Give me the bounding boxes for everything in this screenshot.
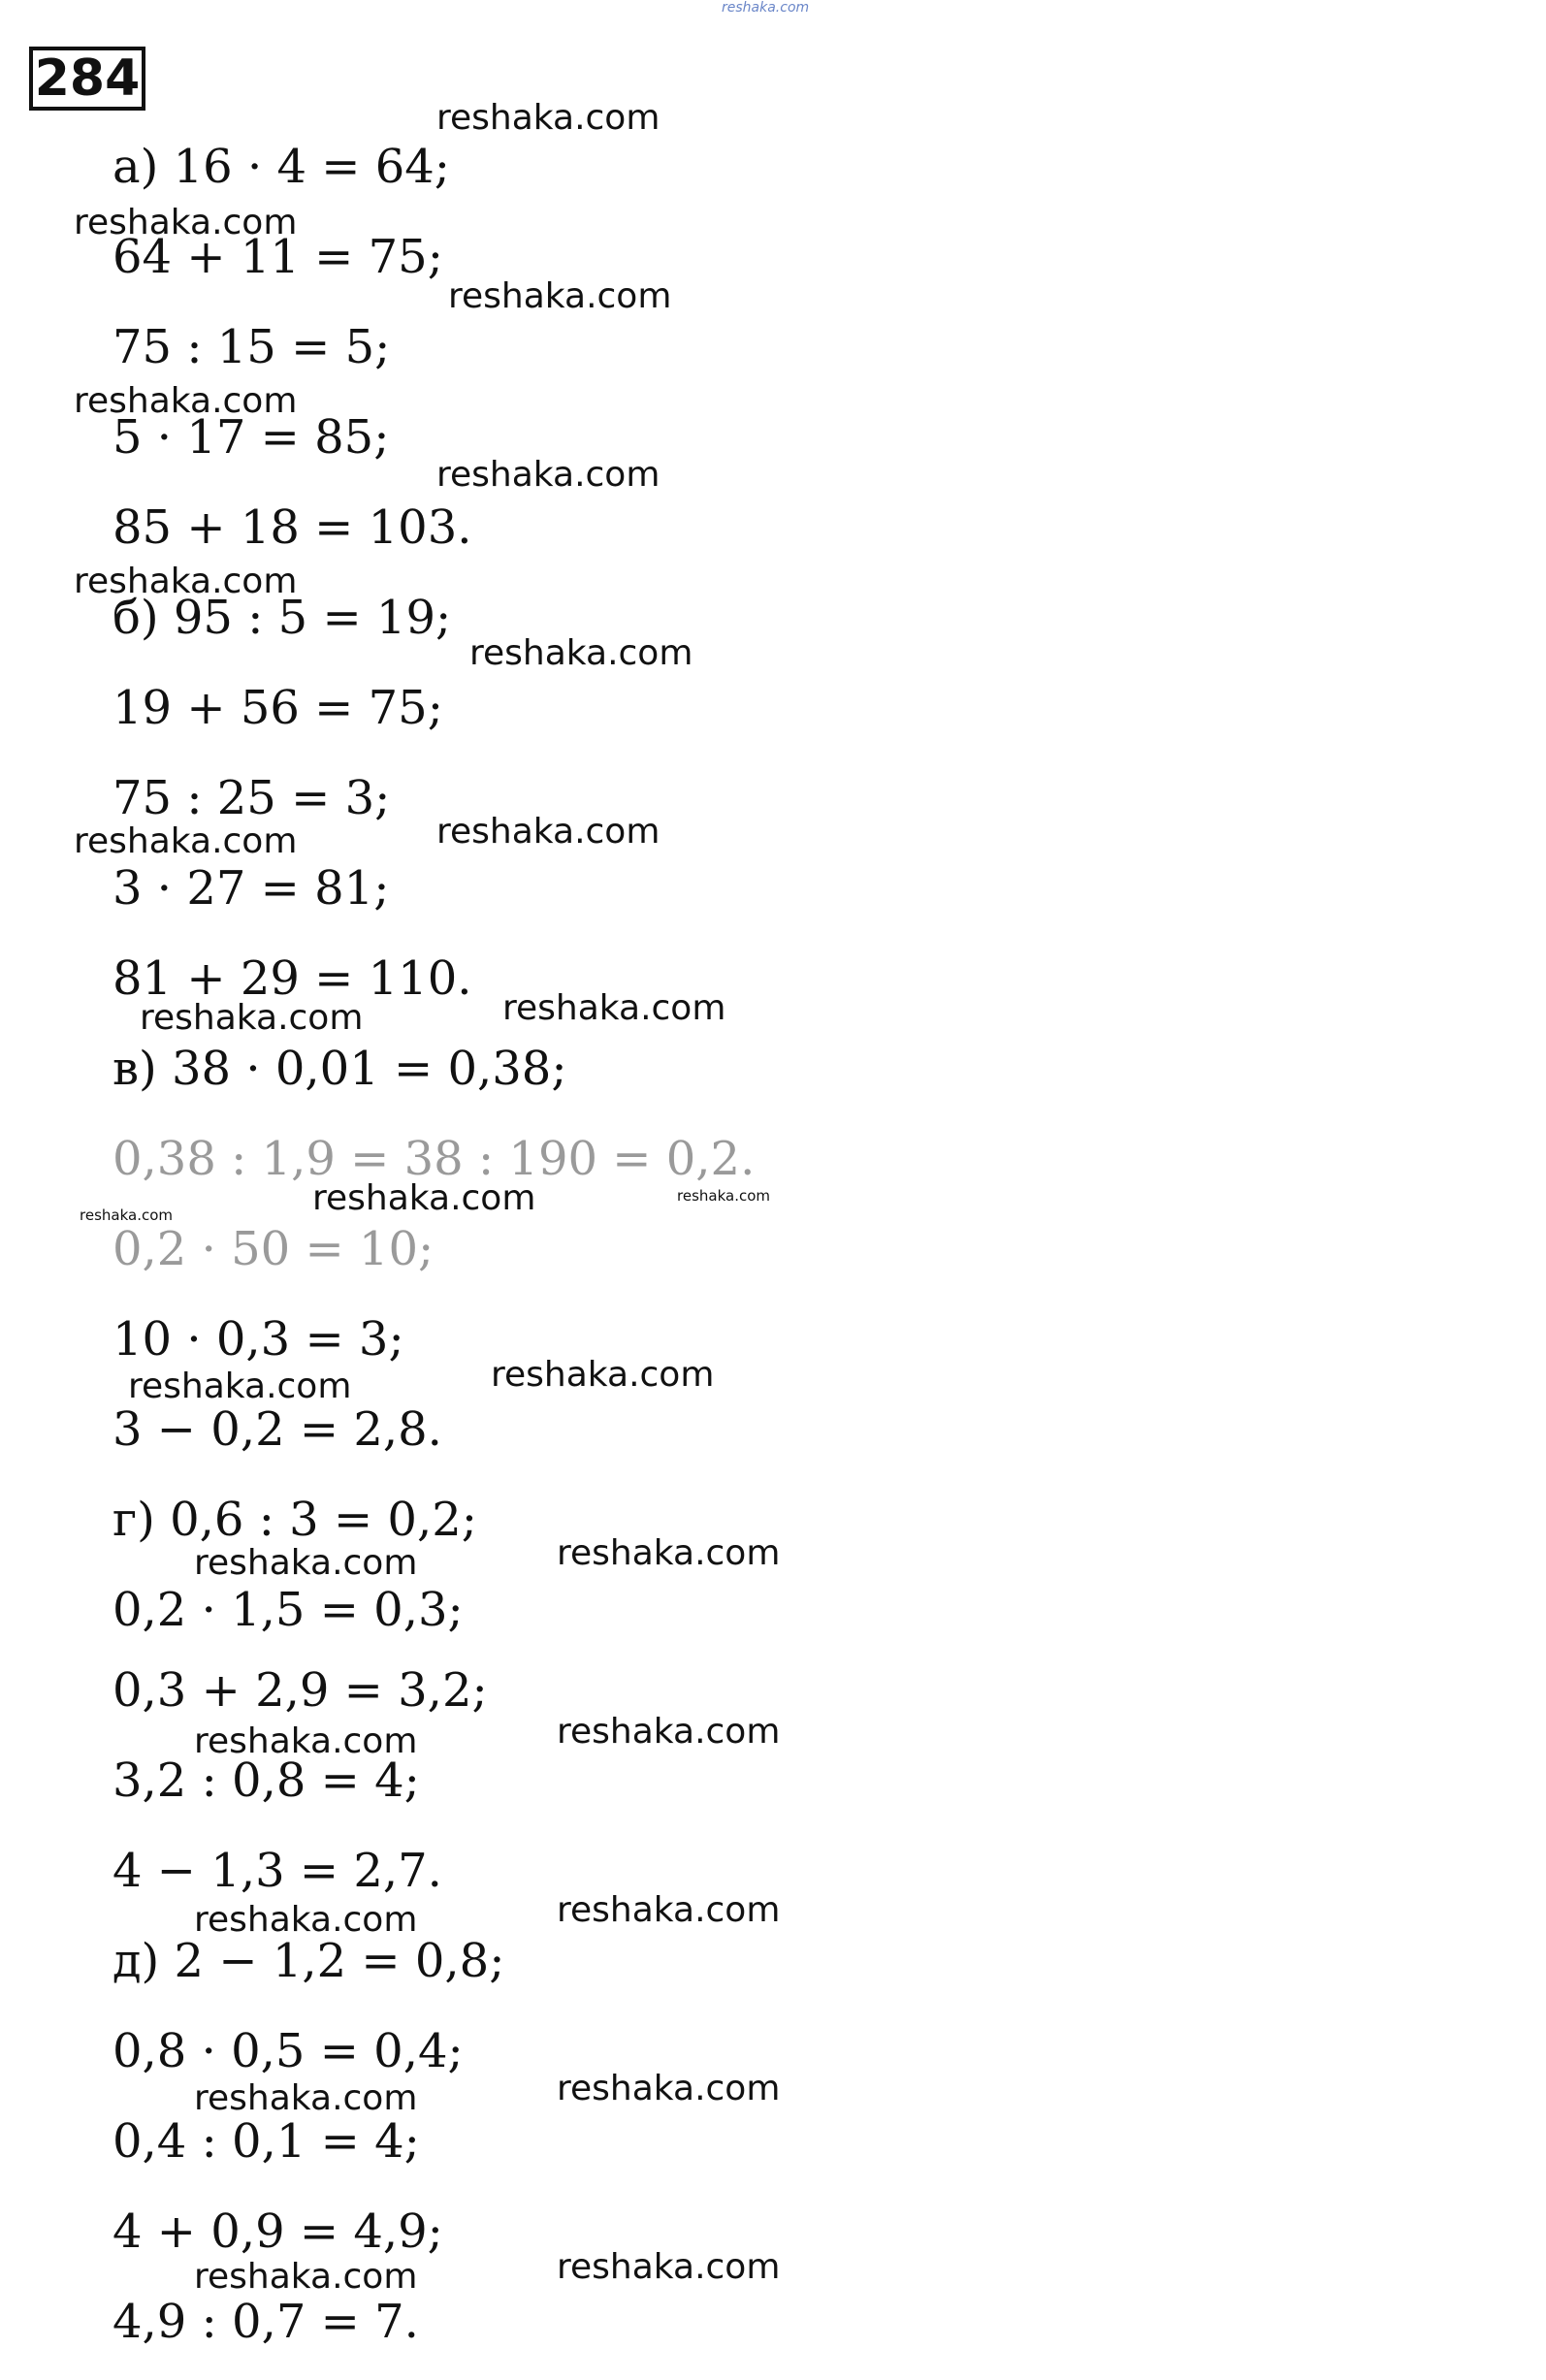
watermark: reshaka.com (194, 1543, 418, 1583)
watermark: reshaka.com (557, 2069, 781, 2108)
watermark: reshaka.com (80, 1206, 173, 1224)
solution-line: д) 2 − 1,2 = 0,8; (113, 1934, 505, 1988)
watermark: reshaka.com (74, 821, 298, 861)
solution-line: 0,4 : 0,1 = 4; (113, 2114, 420, 2169)
watermark: reshaka.com (194, 2078, 418, 2118)
solution-line: 3,2 : 0,8 = 4; (113, 1753, 420, 1808)
watermark: reshaka.com (557, 1890, 781, 1930)
watermark: reshaka.com (128, 1367, 352, 1406)
watermark: reshaka.com (448, 276, 672, 316)
solution-line: 5 · 17 = 85; (113, 410, 390, 465)
solution-line: а) 16 · 4 = 64; (113, 140, 450, 194)
watermark: reshaka.com (74, 562, 298, 601)
solution-line: 0,2 · 50 = 10; (113, 1222, 435, 1276)
solution-line: 19 + 56 = 75; (113, 681, 443, 735)
watermark: reshaka.com (194, 2257, 418, 2297)
watermark: reshaka.com (436, 812, 660, 852)
solution-line: 75 : 15 = 5; (113, 320, 391, 374)
solution-line: 4 − 1,3 = 2,7. (113, 1844, 442, 1898)
watermark: reshaka.com (502, 988, 726, 1028)
watermark: reshaka.com (74, 203, 298, 242)
watermark: reshaka.com (469, 633, 693, 673)
solution-line: 81 + 29 = 110. (113, 951, 472, 1006)
solution-line: 75 : 25 = 3; (113, 771, 391, 825)
watermark: reshaka.com (140, 998, 364, 1038)
watermark: reshaka.com (436, 455, 660, 495)
solution-line: 3 · 27 = 81; (113, 861, 390, 916)
site-header-link[interactable]: reshaka.com (722, 0, 810, 16)
solution-line: 85 + 18 = 103. (113, 500, 472, 555)
solution-line: г) 0,6 : 3 = 0,2; (113, 1493, 477, 1547)
watermark: reshaka.com (312, 1178, 536, 1218)
watermark: reshaka.com (557, 2247, 781, 2287)
solution-line: 10 · 0,3 = 3; (113, 1312, 404, 1367)
solution-line: 4 + 0,9 = 4,9; (113, 2204, 443, 2259)
watermark: reshaka.com (677, 1187, 770, 1205)
solution-line: 0,8 · 0,5 = 0,4; (113, 2024, 464, 2078)
problem-number: 284 (29, 47, 145, 111)
watermark: reshaka.com (194, 1900, 418, 1940)
solution-line: 0,2 · 1,5 = 0,3; (113, 1583, 464, 1637)
solution-line: 0,3 + 2,9 = 3,2; (113, 1663, 488, 1718)
solution-line: 64 + 11 = 75; (113, 230, 443, 284)
watermark: reshaka.com (557, 1712, 781, 1752)
watermark: reshaka.com (74, 381, 298, 421)
watermark: reshaka.com (194, 1721, 418, 1761)
watermark: reshaka.com (491, 1355, 715, 1395)
solution-line: 3 − 0,2 = 2,8. (113, 1402, 442, 1457)
solution-line: 4,9 : 0,7 = 7. (113, 2295, 419, 2349)
solution-line: б) 95 : 5 = 19; (113, 591, 452, 645)
watermark: reshaka.com (557, 1533, 781, 1573)
solution-line: в) 38 · 0,01 = 0,38; (113, 1042, 567, 1096)
watermark: reshaka.com (436, 98, 660, 138)
solution-line: 0,38 : 1,9 = 38 : 190 = 0,2. (113, 1132, 756, 1186)
